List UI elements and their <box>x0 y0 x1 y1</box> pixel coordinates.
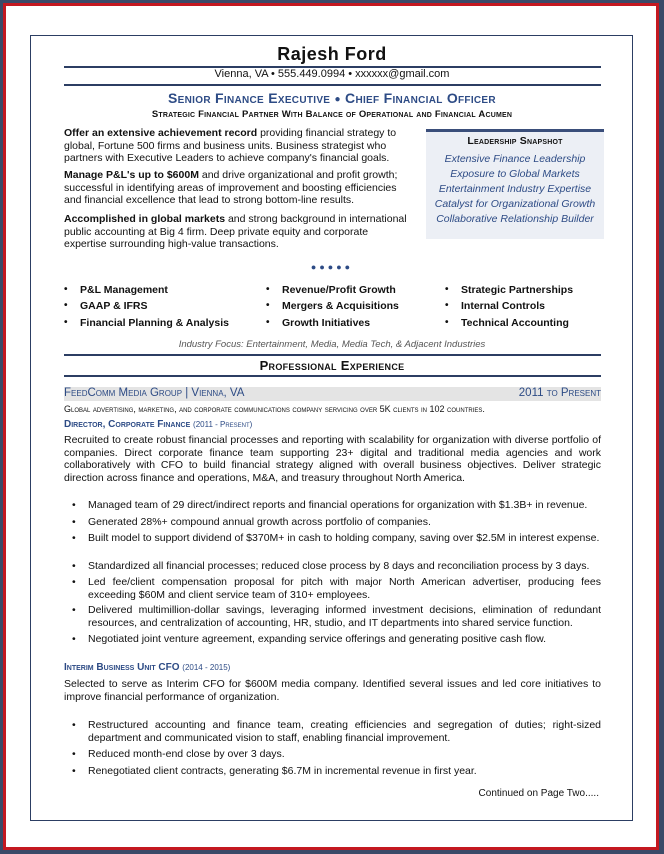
headline-title-2: Chief Financial Officer <box>345 90 496 106</box>
bullet-text: Negotiated joint venture agreement, expanding service offerings and generating positive cash flow. <box>88 633 547 645</box>
snapshot-item: Catalyst for Organizational Growth <box>434 198 596 210</box>
bullet-icon: • <box>266 284 270 295</box>
role-summary: Recruited to create robust financial processes and reporting with scalability for organization with diverse portfolio of companies. Direct corporate finance team supporting 23+ digital and traditional media agencies and work collaboratively with CFO to build financial strategy aligned with overall business objectives. Deliver strategic direction across finance and operations, M&A, and treasury throughout North America. <box>64 434 601 484</box>
bullet-text: Restructured accounting and finance team, creating efficiencies and segregation of duties; right-sized department and communicated vision to staff, enabling financial improvement. <box>88 719 601 744</box>
header-rule-bottom <box>64 84 601 86</box>
company-description: Global advertising, marketing, and corporate communications company servicing over 5K clients in 102 countries. <box>64 404 485 414</box>
candidate-name: Rajesh Ford <box>277 44 387 64</box>
headline <box>0 90 664 106</box>
achievement-bullet <box>72 576 601 602</box>
company-name: FeedComm Media Group | Vienna, VA <box>64 387 245 399</box>
section-title-experience: Professional Experience <box>259 358 405 373</box>
bullet-icon: • <box>64 317 68 328</box>
competency-text: Growth Initiatives <box>282 317 371 329</box>
role-name: Interim Business Unit CFO <box>64 662 180 673</box>
role-title <box>64 662 230 673</box>
bullet-icon: • <box>266 300 270 311</box>
snapshot-item: Extensive Finance Leadership <box>444 153 586 165</box>
competency-text: P&L Management <box>80 284 168 296</box>
bullet-icon: • <box>72 748 76 760</box>
achievement-bullet <box>72 765 601 778</box>
summary-text: providing financial strategy to global, Fortune 500 firms and business units. Business strategist who partners with Executive Leaders to achieve company's financial goals. <box>64 127 397 164</box>
section-rule-top <box>64 354 601 356</box>
bullet-icon: • <box>72 765 76 777</box>
bullet-text: Led fee/client compensation proposal for pitch with major North American advertiser, producing fees exceeding $60M and client service team of 310+ employees. <box>88 576 601 601</box>
competency-text: GAAP & IFRS <box>80 300 148 312</box>
bullet-text: Delivered multimillion-dollar savings, leveraging informed investment decisions, elimination of redundant resources, and centralization of accounting, HR, studio, and IT departments into shared service function. <box>88 604 601 629</box>
bullet-text: Built model to support dividend of $370M+ in cash to holding company, saving over $2.5M in interest expense. <box>88 532 600 544</box>
headline-separator: ● <box>334 94 341 105</box>
achievement-bullet <box>72 516 601 529</box>
subheadline: Strategic Financial Partner With Balance of Operational and Financial Acumen <box>151 109 513 120</box>
bullet-icon: • <box>266 317 270 328</box>
competency-text: Mergers & Acquisitions <box>282 300 399 312</box>
bullet-icon: • <box>64 284 68 295</box>
achievement-bullet <box>72 604 601 630</box>
leadership-snapshot-box <box>426 129 604 239</box>
bullet-icon: • <box>445 300 449 311</box>
achievement-bullet <box>72 633 601 646</box>
industry-focus: Industry Focus: Entertainment, Media, Media Tech, & Adjacent Industries <box>178 339 486 350</box>
competency-text: Technical Accounting <box>461 317 569 329</box>
bullet-text: Renegotiated client contracts, generating $6.7M in incremental revenue in first year. <box>88 765 477 777</box>
bullet-text: Generated 28%+ compound annual growth across portfolio of companies. <box>88 516 431 528</box>
snapshot-title: Leadership Snapshot <box>467 135 563 147</box>
role-summary: Selected to serve as Interim CFO for $600M media company. Identified several issues and led core initiatives to improve financial performance of organization. <box>64 678 601 703</box>
bullet-icon: • <box>445 284 449 295</box>
bullet-text: Standardized all financial processes; reduced close process by 8 days and reconciliation process by 3 days. <box>88 560 590 572</box>
bullet-icon: • <box>72 604 76 616</box>
achievement-bullet <box>72 532 601 558</box>
summary-text: and strong background in international public accounting at Big 4 firm. Deep private equity and corporate expertise surrounding high-value transactions. <box>64 213 407 250</box>
divider-dots: ●●●●● <box>310 262 354 272</box>
bullet-icon: • <box>72 499 76 511</box>
bullet-text: Managed team of 29 direct/indirect reports and financial operations for organization with $1.3B+ in revenue. <box>88 499 588 511</box>
achievement-bullet <box>72 748 601 761</box>
summary-lead: Accomplished in global markets <box>64 213 226 225</box>
role-name: Director, Corporate Finance <box>64 419 191 430</box>
role-title <box>64 419 252 430</box>
snapshot-item: Entertainment Industry Expertise <box>438 183 592 195</box>
summary-text: and drive organizational and profit growth; successful in identifying areas of improvement and boosting efficiencies and financial excellence that lead to strong bottom-line results. <box>64 169 398 206</box>
competency-text: Strategic Partnerships <box>461 284 574 296</box>
bullet-icon: • <box>72 560 76 572</box>
role-dates: (2014 - 2015) <box>182 663 231 672</box>
snapshot-item: Exposure to Global Markets <box>450 168 580 180</box>
bullet-icon: • <box>72 516 76 528</box>
bullet-icon: • <box>72 576 76 588</box>
bullet-icon: • <box>72 633 76 645</box>
achievement-bullet <box>72 560 601 573</box>
summary-paragraph-3 <box>64 213 407 251</box>
achievement-bullet <box>72 499 601 512</box>
summary-paragraph-1 <box>64 127 407 165</box>
bullet-text: Reduced month-end close by over 3 days. <box>88 748 285 760</box>
bullet-icon: • <box>64 300 68 311</box>
continued-note: Continued on Page Two..... <box>478 788 599 799</box>
headline-title-1: Senior Finance Executive <box>168 90 331 106</box>
snapshot-item: Collaborative Relationship Builder <box>436 213 594 225</box>
achievement-bullet <box>72 719 601 745</box>
summary-lead: Manage P&L's up to $600M <box>64 169 199 181</box>
section-rule-bottom <box>64 375 601 377</box>
contact-line: Vienna, VA • 555.449.0994 • xxxxxx@gmail.com <box>214 68 450 80</box>
bullet-icon: • <box>445 317 449 328</box>
company-dates: 2011 to Present <box>518 387 601 399</box>
summary-lead: Offer an extensive achievement record <box>64 127 258 139</box>
competency-text: Revenue/Profit Growth <box>282 284 396 296</box>
role-dates: (2011 - Present) <box>193 420 253 429</box>
bullet-icon: • <box>72 719 76 731</box>
summary-paragraph-2 <box>64 169 407 207</box>
competency-text: Internal Controls <box>461 300 546 312</box>
bullet-icon: • <box>72 532 76 544</box>
competency-text: Financial Planning & Analysis <box>80 317 229 329</box>
